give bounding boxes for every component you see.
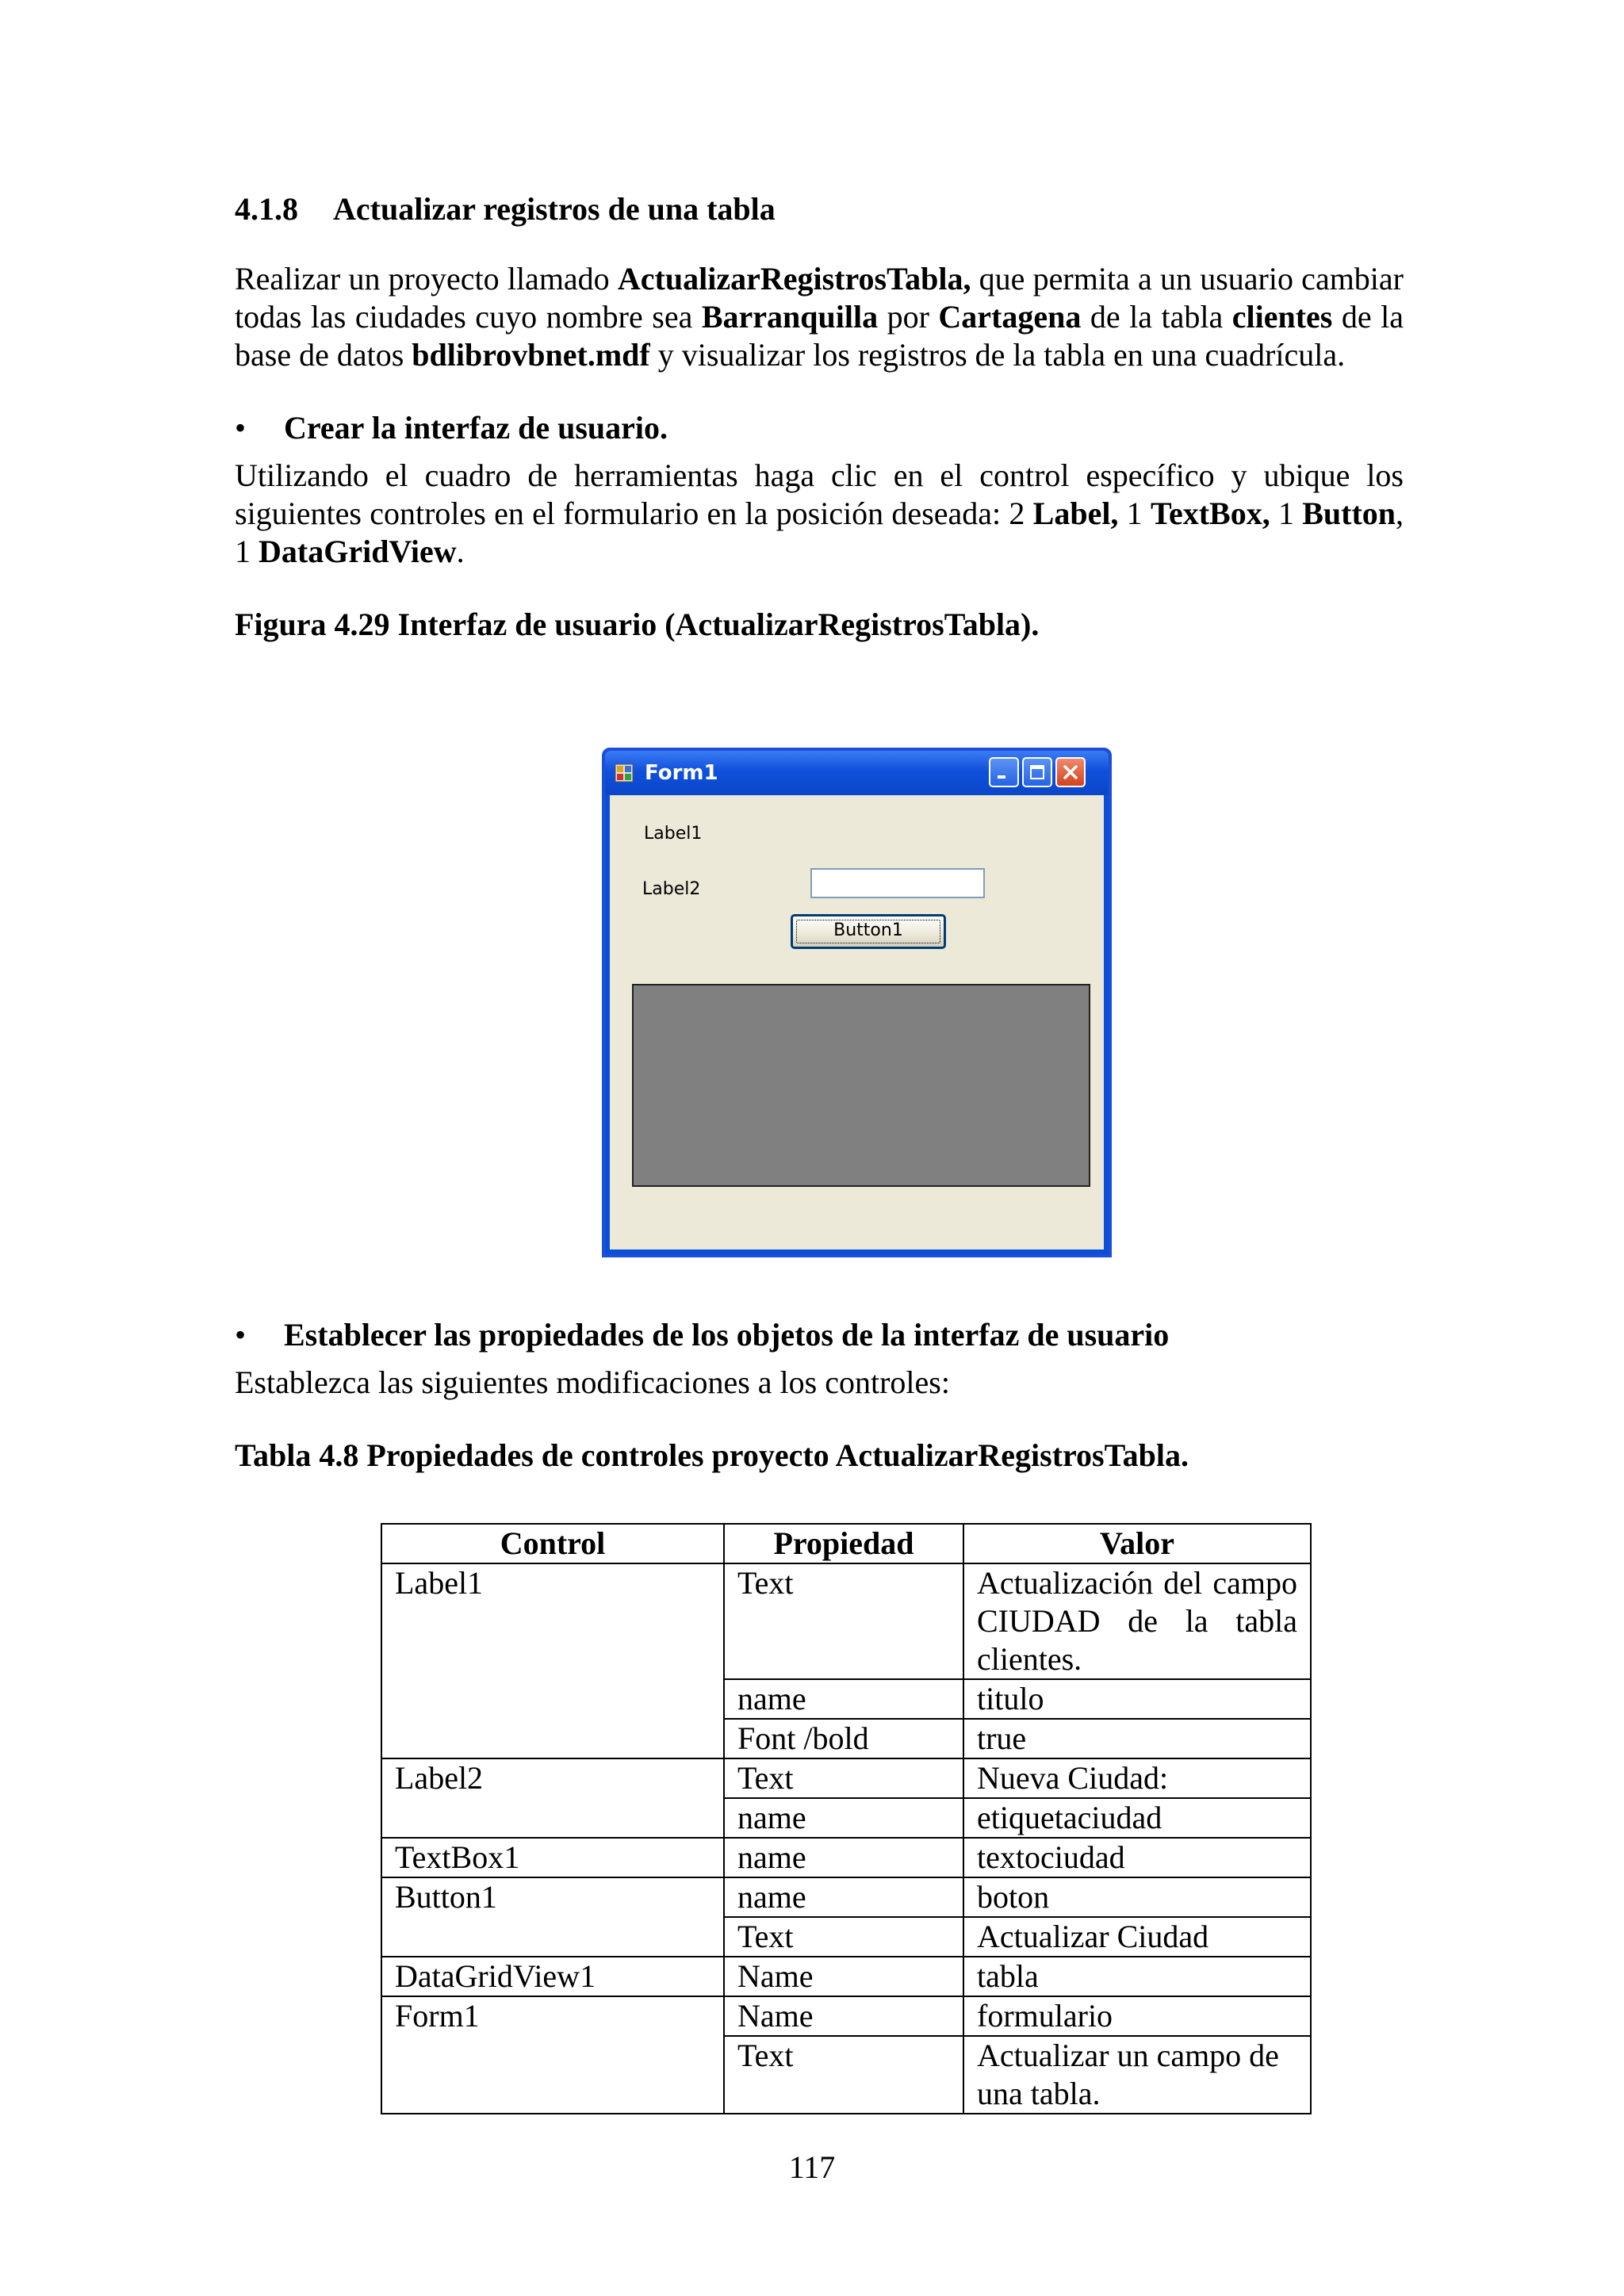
minimize-button[interactable] <box>989 757 1019 787</box>
table-header-row <box>381 1524 1311 1563</box>
close-icon <box>1061 763 1080 782</box>
form-titlebar <box>605 751 1109 795</box>
intro-bold-project: ActualizarRegistrosTabla, <box>617 261 971 297</box>
cell-value: titulo <box>963 1679 1311 1719</box>
maximize-button[interactable] <box>1022 757 1052 787</box>
intro-text-4: de la tabla <box>1081 299 1232 335</box>
intro-bold-cartagena: Cartagena <box>938 299 1082 335</box>
textbox1-control[interactable] <box>810 868 985 898</box>
cell-value: textociudad <box>963 1838 1311 1877</box>
cell-control: Label1 <box>381 1563 724 1758</box>
bullet-dot: • <box>235 1317 247 1353</box>
page-number: 117 <box>788 2149 836 2185</box>
form-title: Form1 <box>645 761 718 785</box>
controls-bold-datagridview: DataGridView <box>259 534 457 569</box>
intro-text-6: y visualizar los registros de la tabla en una cuadrícula. <box>649 337 1346 373</box>
controls-bold-button: Button <box>1302 496 1396 531</box>
app-icon <box>615 763 634 783</box>
cell-prop: Text <box>724 1563 963 1679</box>
cell-prop: name <box>724 1798 963 1838</box>
cell-prop: Text <box>724 2036 963 2114</box>
table-caption: Tabla 4.8 Propiedades de controles proyecto ActualizarRegistrosTabla. <box>235 1437 1189 1473</box>
cell-prop: name <box>724 1838 963 1877</box>
section-title: Actualizar registros de una tabla <box>333 191 776 227</box>
label2-control: Label2 <box>642 879 701 899</box>
bullet-text: Establecer las propiedades de los objetos de la interfaz de usuario <box>284 1317 1170 1353</box>
cell-value: Actualizar Ciudad <box>963 1917 1311 1957</box>
section-number: 4.1.8 <box>235 191 298 227</box>
section-heading <box>235 190 1404 228</box>
table-row <box>381 1758 1311 1798</box>
controls-bold-textbox: TextBox, <box>1150 496 1270 531</box>
button1-label: Button1 <box>833 920 903 940</box>
cell-prop: Text <box>724 1758 963 1798</box>
controls-bold-label: Label, <box>1032 496 1119 531</box>
cell-value: true <box>963 1719 1311 1758</box>
minimize-icon <box>994 763 1013 782</box>
properties-intro: Establezca las siguientes modificaciones a los controles: <box>235 1364 950 1400</box>
cell-prop: name <box>724 1679 963 1719</box>
form-window <box>602 748 1112 1257</box>
button1-focus-rect <box>796 920 940 943</box>
header-propiedad: Propiedad <box>724 1524 963 1563</box>
close-button[interactable] <box>1055 757 1086 787</box>
cell-prop: name <box>724 1877 963 1917</box>
document-page <box>235 190 1404 644</box>
cell-value: Nueva Ciudad: <box>963 1758 1311 1798</box>
table-row <box>381 1838 1311 1877</box>
cell-prop: Name <box>724 1996 963 2036</box>
maximize-icon <box>1028 763 1047 782</box>
bullet-dot: • <box>235 410 247 446</box>
bullet-establecer-propiedades <box>235 1316 1404 1354</box>
table-row <box>381 1996 1311 2036</box>
controls-text-1: Utilizando el cuadro de herramientas haga clic en el control específico y ubique los siguientes controles en el formulario en la posición deseada: 2 <box>235 457 1404 531</box>
intro-bold-database: bdlibrovbnet.mdf <box>412 337 650 373</box>
cell-control: Form1 <box>381 1996 724 2114</box>
cell-prop: Name <box>724 1957 963 1996</box>
cell-control: Button1 <box>381 1877 724 1957</box>
controls-text-3: 1 <box>1270 496 1303 531</box>
controls-text-4: , 1 <box>235 496 1404 569</box>
intro-text-2: que permita a un usuario cambiar todas las ciudades cuyo nombre sea <box>235 261 1404 335</box>
cell-value: boton <box>963 1877 1311 1917</box>
cell-value: Actualizar un campo de una tabla. <box>963 2036 1311 2114</box>
cell-value: formulario <box>963 1996 1311 2036</box>
intro-text-1: Realizar un proyecto llamado <box>235 261 618 297</box>
form-client-area <box>610 795 1104 1249</box>
bullet-text: Crear la interfaz de usuario. <box>284 410 668 446</box>
intro-text-3: por <box>878 299 939 335</box>
cell-control: TextBox1 <box>381 1838 724 1877</box>
cell-value: etiquetaciudad <box>963 1798 1311 1838</box>
button1-control[interactable] <box>791 914 946 949</box>
datagridview1-control[interactable] <box>632 984 1090 1187</box>
controls-text-2: 1 <box>1118 496 1151 531</box>
header-valor: Valor <box>963 1524 1311 1563</box>
controls-text-5: . <box>456 534 465 569</box>
cell-control: Label2 <box>381 1758 724 1838</box>
controls-paragraph <box>235 457 1404 571</box>
figure-caption: Figura 4.29 Interfaz de usuario (ActualizarRegistrosTabla). <box>235 607 1040 642</box>
properties-table <box>381 1523 1312 2114</box>
properties-section <box>235 1316 1404 1475</box>
table-row <box>381 1877 1311 1917</box>
label1-control: Label1 <box>644 824 703 844</box>
intro-paragraph <box>235 260 1404 374</box>
cell-control: DataGridView1 <box>381 1957 724 1996</box>
bullet-crear-interfaz <box>235 409 1404 447</box>
table-row <box>381 1957 1311 1996</box>
table-row <box>381 1563 1311 1679</box>
intro-bold-clientes: clientes <box>1231 299 1333 335</box>
intro-bold-barranquilla: Barranquilla <box>701 299 879 335</box>
intro-text-5: de la base de datos <box>235 299 1404 373</box>
cell-prop: Font /bold <box>724 1719 963 1758</box>
cell-prop: Text <box>724 1917 963 1957</box>
cell-value: Actualización del campo CIUDAD de la tabla clientes. <box>963 1563 1311 1679</box>
header-control: Control <box>381 1524 724 1563</box>
cell-value: tabla <box>963 1957 1311 1996</box>
